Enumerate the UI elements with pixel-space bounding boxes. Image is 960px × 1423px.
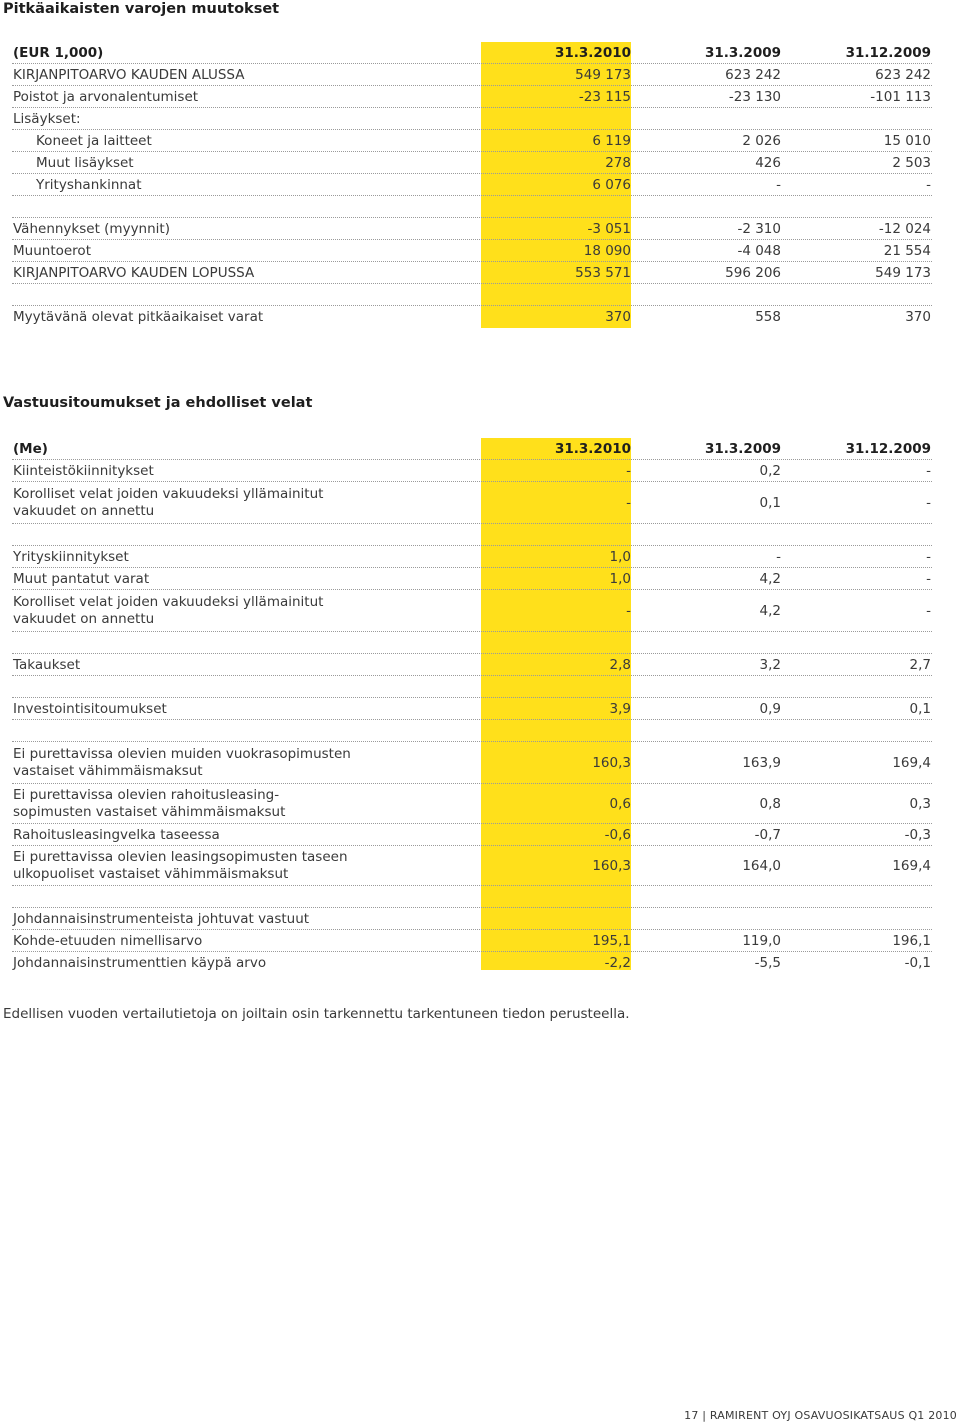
row-value-col2: 623 242 — [725, 66, 781, 83]
row-value-col2: 0,2 — [759, 462, 781, 479]
row-value-col1: 6 076 — [592, 176, 631, 193]
row-label: Korolliset velat joiden vakuudeksi yllämainitut vakuudet on annettu — [13, 485, 324, 519]
row-value-col1: 160,3 — [592, 857, 631, 874]
table-row — [12, 130, 932, 152]
row-label: KIRJANPITOARVO KAUDEN ALUSSA — [13, 66, 245, 83]
row-label: Ei purettavissa olevien leasingsopimusten taseen ulkopuoliset vastaiset vähimmäismaksut — [13, 848, 348, 882]
spacer-row — [12, 676, 932, 698]
header-col2: 31.3.2009 — [704, 44, 781, 61]
row-value-col3: 21 554 — [883, 242, 931, 259]
spacer-row — [12, 524, 932, 546]
row-value-col2: 4,2 — [759, 570, 781, 587]
row-value-col1: 278 — [605, 154, 631, 171]
row-label: Lisäykset: — [13, 110, 81, 127]
row-value-col2: 164,0 — [742, 857, 781, 874]
row-value-col1: -0,6 — [604, 826, 631, 843]
row-value-col2: -0,7 — [754, 826, 781, 843]
table-row — [12, 64, 932, 86]
table-row — [12, 86, 932, 108]
spacer-row — [12, 632, 932, 654]
header-col3: 31.12.2009 — [845, 440, 931, 457]
row-value-col1: - — [626, 494, 631, 511]
row-label: Ei purettavissa olevien muiden vuokrasopimusten vastaiset vähimmäismaksut — [13, 745, 351, 779]
table-row — [12, 568, 932, 590]
row-value-col3: 15 010 — [883, 132, 931, 149]
spacer-row — [12, 720, 932, 742]
row-label: Takaukset — [13, 656, 81, 673]
row-value-col1: -23 115 — [578, 88, 631, 105]
table-row — [12, 152, 932, 174]
table-row — [12, 908, 932, 930]
table-row — [12, 174, 932, 196]
row-value-col2: -23 130 — [728, 88, 781, 105]
table-header-row — [12, 438, 932, 460]
row-value-col2: 163,9 — [742, 754, 781, 771]
row-value-col2: - — [776, 176, 781, 193]
row-value-col3: 169,4 — [892, 857, 931, 874]
row-value-col3: - — [926, 548, 931, 565]
row-value-col3: -0,1 — [904, 955, 931, 971]
row-value-col1: 1,0 — [609, 570, 631, 587]
row-label: Muuntoerot — [13, 242, 91, 259]
row-value-col2: 119,0 — [742, 932, 781, 949]
row-value-col3: - — [926, 494, 931, 511]
table-row — [12, 784, 932, 824]
row-label: Muut lisäykset — [36, 154, 134, 171]
row-value-col3: - — [926, 176, 931, 193]
section-title-asset-changes: Pitkäaikaisten varojen muutokset — [3, 1, 280, 17]
table-row — [12, 590, 932, 632]
row-value-col1: 0,6 — [609, 795, 631, 812]
row-label: Yrityshankinnat — [36, 176, 142, 193]
row-label: Vähennykset (myynnit) — [13, 220, 170, 237]
row-value-col2: -5,5 — [754, 955, 781, 971]
table-row — [12, 262, 932, 284]
row-value-col1: 2,8 — [609, 656, 631, 673]
table-row — [12, 846, 932, 886]
row-value-col2: 2 026 — [742, 132, 781, 149]
spacer-row — [12, 886, 932, 908]
row-value-col1: 370 — [605, 309, 631, 325]
commitments-table — [12, 438, 932, 974]
spacer-row — [12, 196, 932, 218]
row-value-col1: -3 051 — [587, 220, 631, 237]
row-value-col3: 196,1 — [892, 932, 931, 949]
row-value-col2: -4 048 — [737, 242, 781, 259]
table-row — [12, 482, 932, 524]
header-col3: 31.12.2009 — [845, 44, 931, 61]
row-value-col1: 549 173 — [575, 66, 631, 83]
row-label: Yrityskiinnitykset — [13, 548, 129, 565]
row-value-col1: - — [626, 462, 631, 479]
table-row — [12, 952, 932, 974]
asset-changes-table — [12, 42, 932, 328]
row-value-col3: 2,7 — [909, 656, 931, 673]
table-row — [12, 698, 932, 720]
table-row — [12, 460, 932, 482]
row-label: Kiinteistökiinnitykset — [13, 462, 154, 479]
section-title-commitments: Vastuusitoumukset ja ehdolliset velat — [3, 395, 313, 411]
row-value-col2: 0,9 — [759, 700, 781, 717]
row-value-col3: -12 024 — [878, 220, 931, 237]
row-value-col2: 426 — [755, 154, 781, 171]
row-value-col2: 3,2 — [759, 656, 781, 673]
table-row — [12, 824, 932, 846]
row-value-col3: 623 242 — [875, 66, 931, 83]
row-value-col2: 596 206 — [725, 264, 781, 281]
table-row — [12, 742, 932, 784]
row-value-col3: - — [926, 462, 931, 479]
row-value-col3: - — [926, 602, 931, 619]
row-value-col3: 549 173 — [875, 264, 931, 281]
header-unit: (EUR 1,000) — [13, 44, 104, 61]
row-value-col2: -2 310 — [737, 220, 781, 237]
row-value-col3: 0,3 — [909, 795, 931, 812]
row-value-col3: 370 — [905, 309, 931, 325]
table-header-row — [12, 42, 932, 64]
spacer-row — [12, 284, 932, 306]
table-row — [12, 546, 932, 568]
row-label: Myytävänä olevat pitkäaikaiset varat — [13, 309, 264, 325]
table-row — [12, 306, 932, 328]
row-value-col3: 169,4 — [892, 754, 931, 771]
row-value-col2: 0,8 — [759, 795, 781, 812]
row-value-col2: 0,1 — [759, 494, 781, 511]
row-value-col1: 1,0 — [609, 548, 631, 565]
row-value-col3: -0,3 — [904, 826, 931, 843]
row-value-col2: 4,2 — [759, 602, 781, 619]
row-label: Korolliset velat joiden vakuudeksi yllämainitut vakuudet on annettu — [13, 593, 324, 627]
row-value-col2: 558 — [755, 309, 781, 325]
header-unit: (Me) — [13, 440, 48, 457]
row-value-col1: 3,9 — [609, 700, 631, 717]
header-col2: 31.3.2009 — [704, 440, 781, 457]
row-value-col1: 6 119 — [592, 132, 631, 149]
row-value-col3: - — [926, 570, 931, 587]
row-value-col3: 0,1 — [909, 700, 931, 717]
page-footer: 17 | RAMIRENT OYJ OSAVUOSIKATSAUS Q1 2010 — [684, 1409, 957, 1422]
row-label: Koneet ja laitteet — [36, 132, 152, 149]
row-value-col3: -101 113 — [870, 88, 931, 105]
row-label: Johdannaisinstrumenteista johtuvat vastuut — [13, 910, 310, 927]
row-value-col1: 553 571 — [575, 264, 631, 281]
row-value-col1: 18 090 — [583, 242, 631, 259]
table-row — [12, 218, 932, 240]
table-row — [12, 108, 932, 130]
table-row — [12, 930, 932, 952]
row-value-col1: -2,2 — [604, 955, 631, 971]
row-label: Johdannaisinstrumenttien käypä arvo — [13, 955, 267, 971]
row-value-col1: 195,1 — [592, 932, 631, 949]
row-label: Rahoitusleasingvelka taseessa — [13, 826, 220, 843]
row-value-col1: - — [626, 602, 631, 619]
row-label: Muut pantatut varat — [13, 570, 150, 587]
footnote: Edellisen vuoden vertailutietoja on joiltain osin tarkennettu tarkentuneen tiedon perusteella. — [3, 1006, 630, 1022]
row-label: Investointisitoumukset — [13, 700, 167, 717]
row-value-col1: 160,3 — [592, 754, 631, 771]
row-label: Poistot ja arvonalentumiset — [13, 88, 199, 105]
row-label: Kohde-etuuden nimellisarvo — [13, 932, 203, 949]
row-value-col2: - — [776, 548, 781, 565]
table-row — [12, 240, 932, 262]
header-col1: 31.3.2010 — [554, 440, 631, 457]
row-value-col3: 2 503 — [892, 154, 931, 171]
header-col1: 31.3.2010 — [554, 44, 631, 61]
row-label: Ei purettavissa olevien rahoitusleasing-sopimusten vastaiset vähimmäismaksut — [13, 786, 286, 820]
table-row — [12, 654, 932, 676]
row-label: KIRJANPITOARVO KAUDEN LOPUSSA — [13, 264, 255, 281]
